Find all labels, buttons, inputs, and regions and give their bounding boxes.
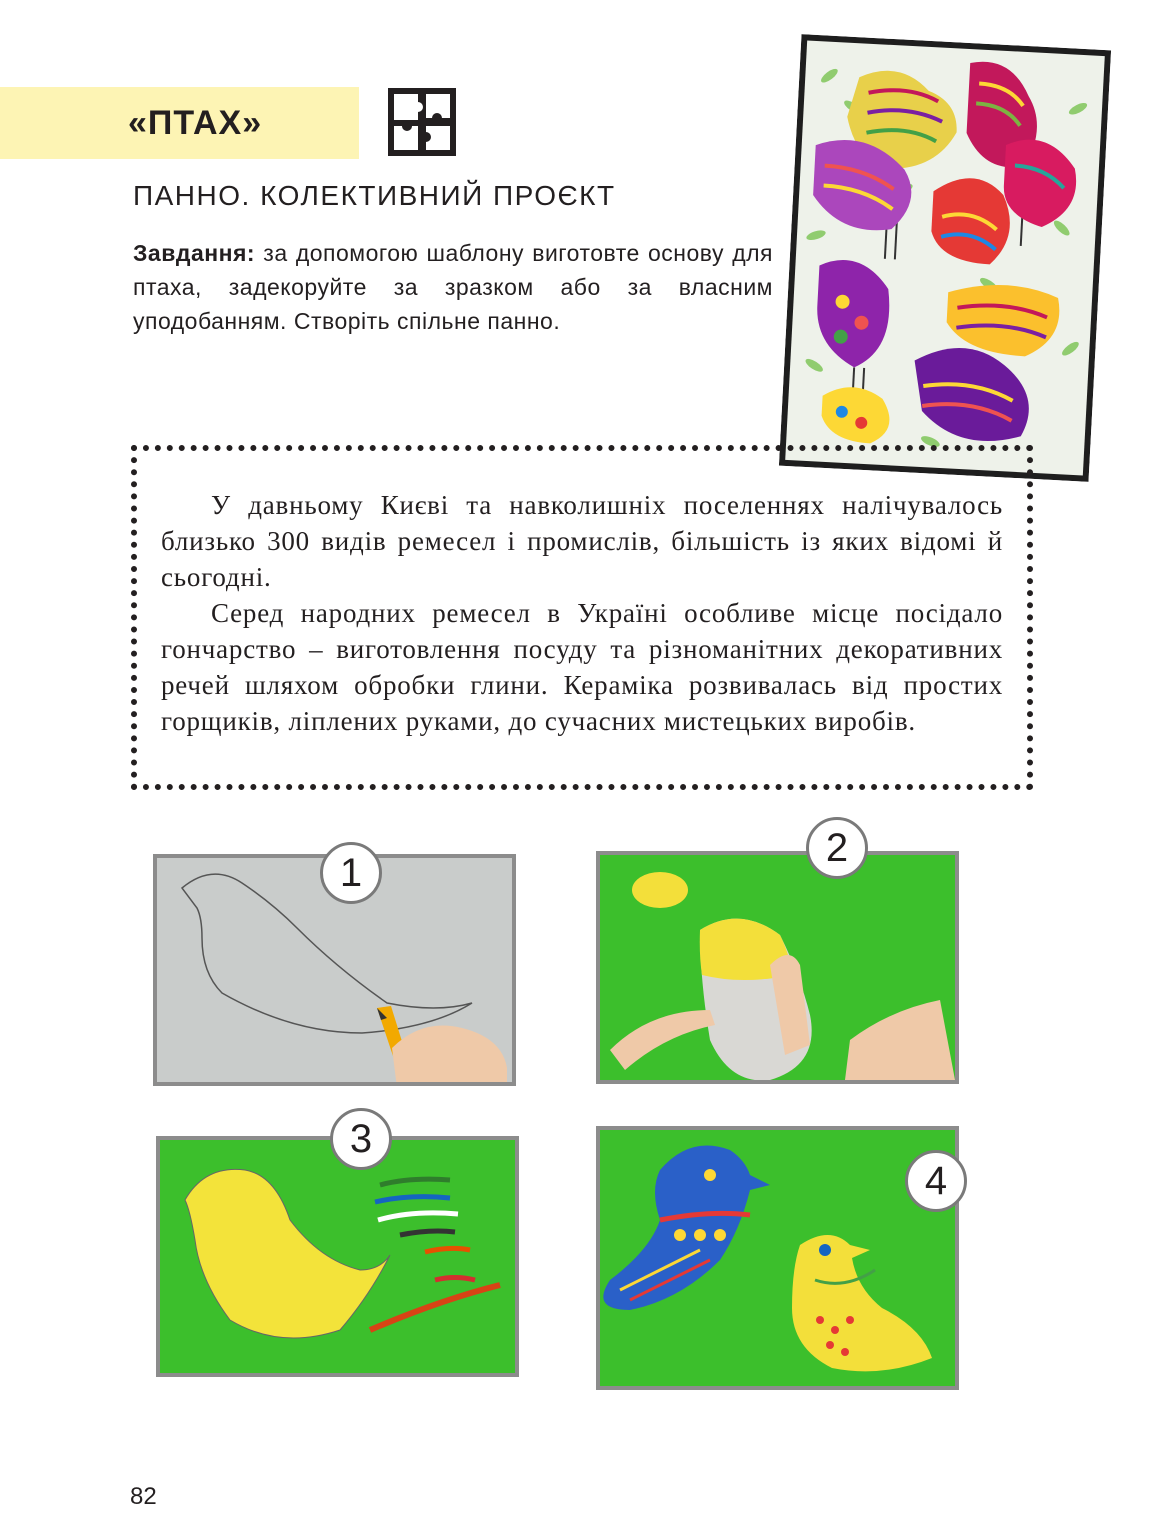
step-number-1: 1 (320, 842, 382, 904)
info-paragraph-2: Серед народних ремесел в Україні особливе місце посідало гончарство – виготовлення посуду та різноманітних декоративних речей шляхом обробки глини. Кераміка розвивалась від простих горщиків, ліплених руками, до сучасних мистецьких виробів. (161, 598, 1003, 736)
step-4-photo (596, 1126, 959, 1390)
info-paragraph-1: У давньому Києві та навколишніх поселеннях налічувалось близько 300 видів ремесел і промислів, більшість із яких відомі й сьогодні. (161, 490, 1003, 592)
task-body: за допомогою шаблону виготовте основу для птаха, задекоруйте за зразком або за власним уподобанням. Створіть спільне панно. (133, 240, 773, 334)
step-number-2: 2 (806, 817, 868, 879)
step-number-3: 3 (330, 1108, 392, 1170)
puzzle-icon (388, 88, 456, 156)
step-2-photo (596, 826, 959, 1084)
step-number-4: 4 (905, 1150, 967, 1212)
task-text (133, 236, 773, 338)
section-subtitle: ПАННО. КОЛЕКТИВНИЙ ПРОЄКТ (133, 180, 616, 211)
page-title: «ПТАХ» (128, 104, 263, 142)
step-1-photo (153, 851, 516, 1086)
task-label: Завдання: (133, 240, 256, 266)
info-box (131, 445, 1033, 790)
page-number: 82 (130, 1483, 157, 1510)
bird-panel-photo (779, 34, 1111, 482)
step-3-photo (156, 1117, 519, 1377)
